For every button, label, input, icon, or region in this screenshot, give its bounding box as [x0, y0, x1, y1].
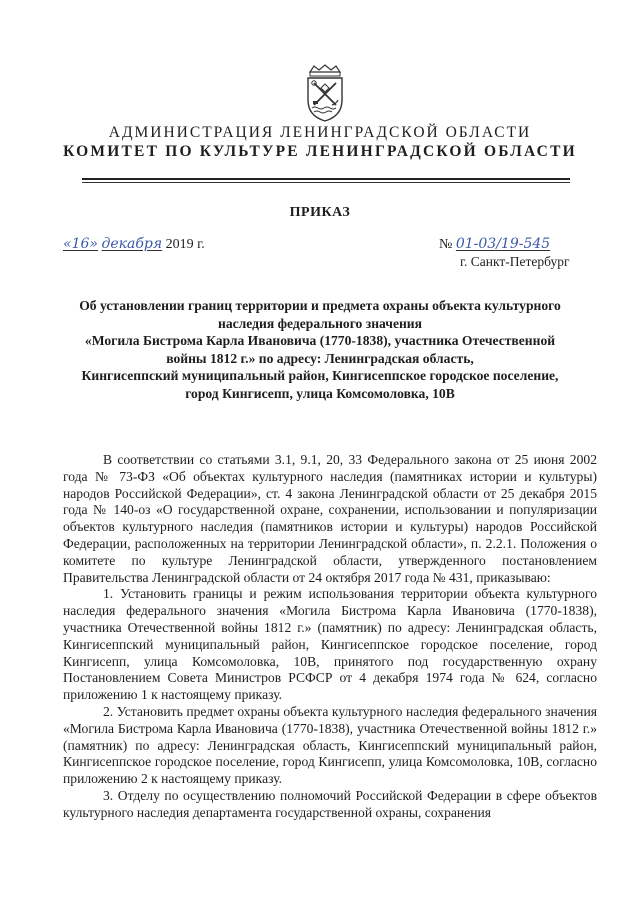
date-day: 16	[71, 236, 90, 252]
order-number-value: 01-03/19-545	[455, 236, 551, 252]
date-month: декабря	[101, 236, 163, 252]
document-type-heading: ПРИКАЗ	[289, 205, 351, 220]
order-number-prefix: №	[439, 237, 453, 252]
clause-2-paragraph: 2. Установить предмет охраны объекта культурного наследия федерального значения «Могила Бистрома Карла Ивановича (1770-1838), участника Отечественной войны 1812 г.» (памятник) по адресу: Ленинградская область, Кингисеппский муниципальный район, Кингисеппское городское поселение, город Кингисепп, улица Комсомоловка, 10В, согласно приложению 2 к настоящему приказу.	[63, 703, 597, 787]
order-number	[439, 236, 550, 253]
title-line: Кингисеппский муниципальный район, Кингисеппское городское поселение,	[81, 368, 559, 384]
order-city: г. Санкт-Петербург	[460, 254, 570, 269]
title-line: Об установлении границ территории и предмета охраны объекта культурного	[79, 298, 561, 313]
title-line: город Кингисепп, улица Комсомоловка, 10В	[185, 385, 455, 401]
header-divider	[82, 178, 570, 180]
title-line: войны 1812 г.» по адресу: Ленинградская область,	[166, 350, 474, 366]
clause-3-paragraph: 3. Отделу по осуществлению полномочий Российской Федерации в сфере объектов культурного наследия департамента государственной охраны, сохранения	[63, 787, 597, 820]
organization-name: АДМИНИСТРАЦИЯ ЛЕНИНГРАДСКОЙ ОБЛАСТИ	[108, 124, 532, 141]
preamble-paragraph: В соответствии со статьями 3.1, 9.1, 20, 33 Федерального закона от 25 июня 2002 года № 73-ФЗ «Об объектах культурного наследия (памятниках истории и культуры) народов Российской Федерации», ст. 4 закона Ленинградской области от 25 декабря 2015 года № 140-оз «О государственной охране, сохранении, использовании и популяризации объектов культурного наследия (памятников истории и культуры) народов Российской Федерации, расположенных на территории Ленинградской области», п. 2.2.1. Положения о комитете по культуре Ленинградской области, утвержденного постановлением Правительства Ленинградской области от 24 октября 2017 года № 431, приказываю:	[63, 452, 597, 585]
coat-of-arms-icon	[304, 64, 346, 122]
date-year: 2019 г.	[165, 237, 205, 252]
clause-1-paragraph: 1. Установить границы и режим использования территории объекта культурного наследия федерального значения «Могила Бистрома Карла Ивановича (1770-1838), участника Отечественной войны 1812 г.» (памятник) по адресу: Ленинградская область, Кингисеппский муниципальный район, Кингисеппское городское поселение, город Кингисепп, улица Комсомоловка, 10В, принятого под государственную охрану Постановлением Совета Министров РСФСР от 4 декабря 1974 года № 624, согласно приложению 1 к настоящему приказу.	[63, 586, 597, 703]
committee-name: КОМИТЕТ ПО КУЛЬТУРЕ ЛЕНИНГРАДСКОЙ ОБЛАСТИ	[63, 143, 577, 160]
header-divider-thin	[82, 182, 570, 183]
order-date	[63, 236, 205, 253]
date-close-quote: »	[89, 236, 98, 252]
title-line: «Могила Бистрома Карла Ивановича (1770-1838), участника Отечественной	[84, 333, 556, 349]
order-title	[40, 297, 600, 403]
title-line: наследия федерального значения	[218, 315, 422, 331]
order-body	[63, 452, 597, 822]
date-open-quote: «	[63, 236, 72, 252]
